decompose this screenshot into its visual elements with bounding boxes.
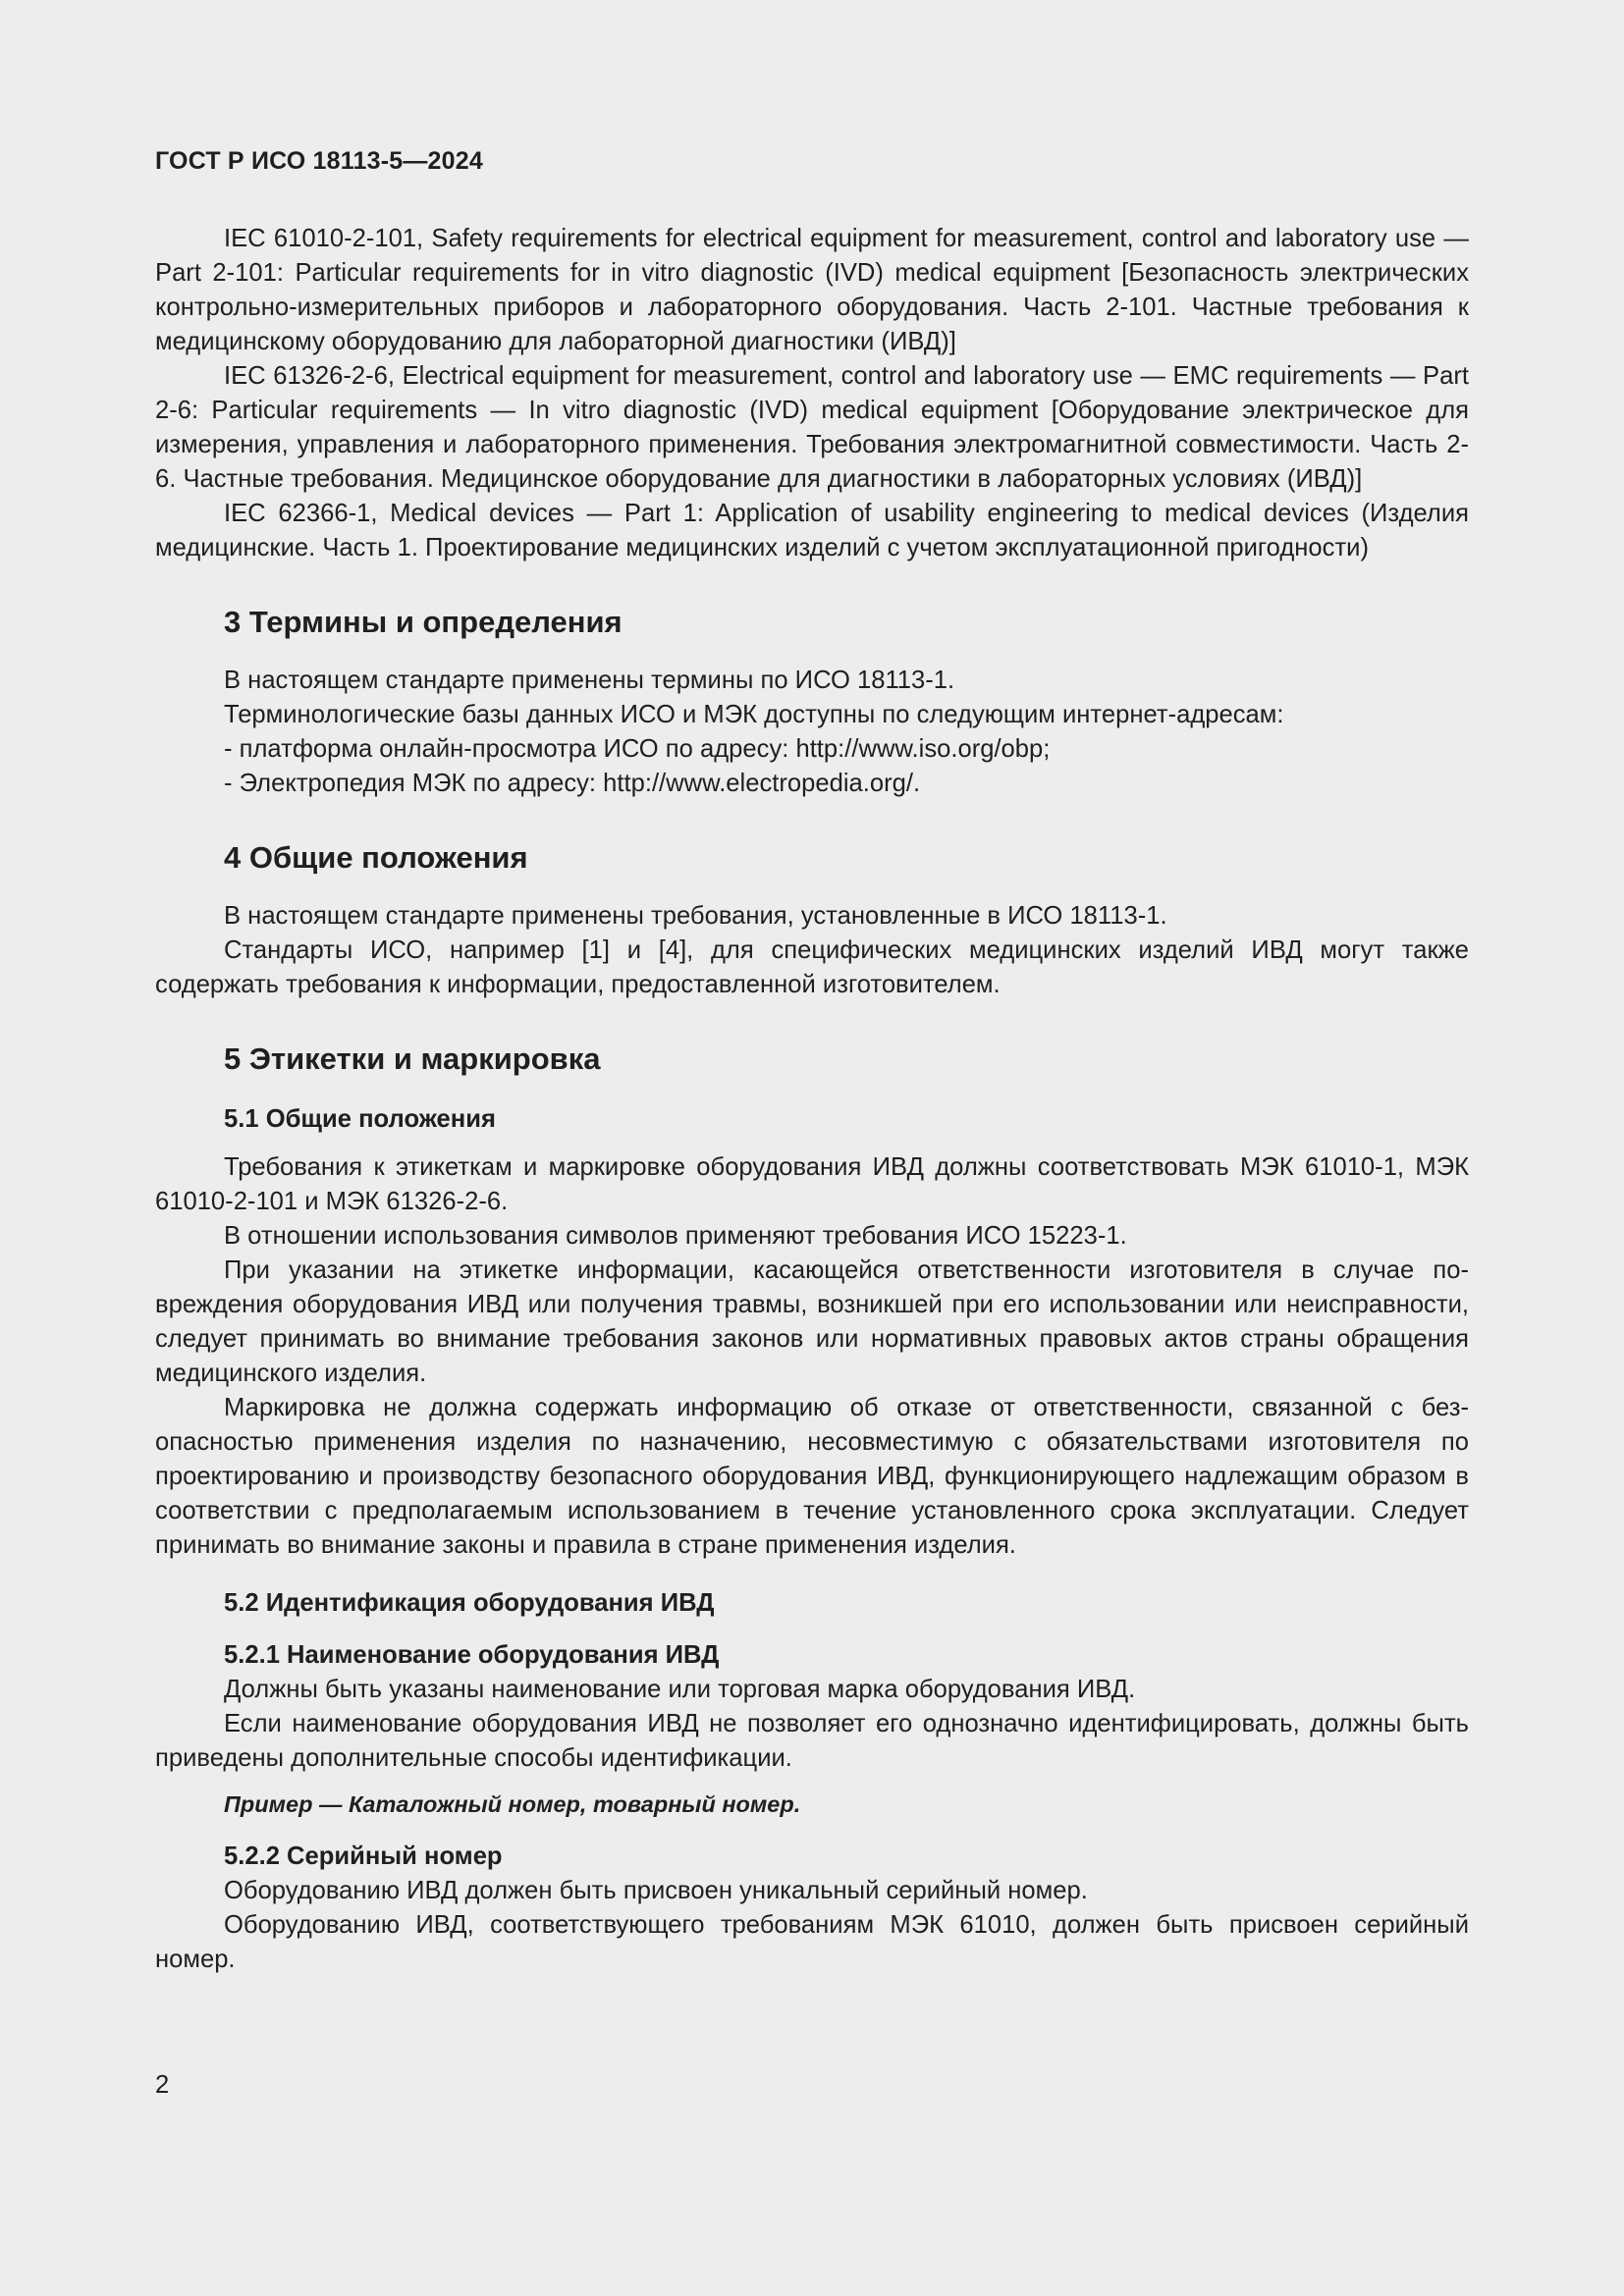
document-id-header: ГОСТ Р ИСО 18113-5—2024 [155,147,483,175]
subsection-5-2-1-title: 5.2.1 Наименование оборудования ИВД [224,1641,720,1669]
subsection-5-1-paragraph: При указании на этикетке информации, касающейся ответственности изготовителя в случае повреждения оборудования ИВД или получения травмы, возникшей при его использовании или неисправности, следует принимать во внимание требования законов или нормативных правовых актов страны обращения медицинского изделия. [155,1256,1469,1387]
section-3-line: - платформа онлайн-просмотра ИСО по адресу: http://www.iso.org/obp; [224,735,1051,763]
example-note: Пример — Каталожный номер, товарный номер. [224,1791,801,1817]
document-body [155,222,1469,1977]
reference-iec-61326-2-6: IEC 61326-2-6, Electrical equipment for measurement, control and laboratory use — EMC requirements — Part 2-6: Particular requirements — In vitro diagnostic (IVD) medical equipment [Оборудование электрическое для измерения, управления и лабораторного применения. Требования электромагнитной совместимости. Часть 2-6. Частные требования. Медицинское оборудование для диагностики в лабораторных условиях (ИВД)] [155,362,1469,493]
reference-iec-61010-2-101: IEC 61010-2-101, Safety requirements for electrical equipment for measurement, control and laboratory use — Part 2-101: Particular requirements for in vitro diagnostic (IVD) medical equipment [Безопасность электрических контрольно-измерительных приборов и лабораторного оборудования. Часть 2-101. Частные требования к медицинскому оборудованию для лабораторной диагностики (ИВД)] [155,225,1469,355]
section-3-line: Терминологические базы данных ИСО и МЭК доступны по следующим интернет-адресам: [224,701,1284,728]
subsection-5-1-paragraph: Маркировка не должна содержать информацию об отказе от ответственности, связанной с безопасностью применения изделия по назначению, несовместимую с обязательствами изготовителя по проектированию и производству безопасного оборудования ИВД, функционирующего надлежащим образом в соответствии с предполагаемым использованием в течение установленного срока эксплуатации. Следует принимать во внимание законы и правила в стране применения изделия. [155,1394,1469,1559]
subsection-5-1-title: 5.1 Общие положения [224,1105,496,1133]
section-4-paragraph: Стандарты ИСО, например [1] и [4], для специфических медицинских изделий ИВД могут также содержать требования к информации, предоставленной изготовителем. [155,936,1469,998]
subsection-5-2-1-paragraph: Должны быть указаны наименование или торговая марка оборудования ИВД. [224,1676,1136,1703]
subsection-5-2-2-paragraph: Оборудованию ИВД, соответствующего требованиям МЭК 61010, должен быть присвоен серийный номер. [155,1911,1469,1973]
subsection-5-1-paragraph: В отношении использования символов применяют требования ИСО 15223-1. [224,1222,1127,1250]
page-number: 2 [155,2071,170,2099]
section-3-line: В настоящем стандарте применены термины по ИСО 18113-1. [224,667,955,694]
document-page [155,0,1469,2296]
section-4-paragraph: В настоящем стандарте применены требования, установленные в ИСО 18113-1. [224,902,1167,930]
subsection-5-2-2-title: 5.2.2 Серийный номер [224,1842,503,1870]
reference-iec-62366-1: IEC 62366-1, Medical devices — Part 1: Application of usability engineering to medical devices (Изделия медицинские. Часть 1. Проектирование медицинских изделий с учетом эксплуатационной пригодности) [155,500,1469,561]
section-5-title: 5 Этикетки и маркировка [224,1041,601,1076]
subsection-5-1-paragraph: Требования к этикеткам и маркировке оборудования ИВД должны соответствовать МЭК 61010-1, МЭК 61010-2-101 и МЭК 61326-2-6. [155,1153,1469,1215]
subsection-5-2-2-paragraph: Оборудованию ИВД должен быть присвоен уникальный серийный номер. [224,1877,1088,1904]
section-3-line: - Электропедия МЭК по адресу: http://www.electropedia.org/. [224,770,921,797]
section-4-title: 4 Общие положения [224,840,528,875]
subsection-5-2-1-paragraph: Если наименование оборудования ИВД не позволяет его однозначно идентифицировать, должны быть приведены дополнительные способы идентификации. [155,1710,1469,1772]
section-3-title: 3 Термины и определения [224,605,623,639]
subsection-5-2-title: 5.2 Идентификация оборудования ИВД [224,1589,715,1617]
